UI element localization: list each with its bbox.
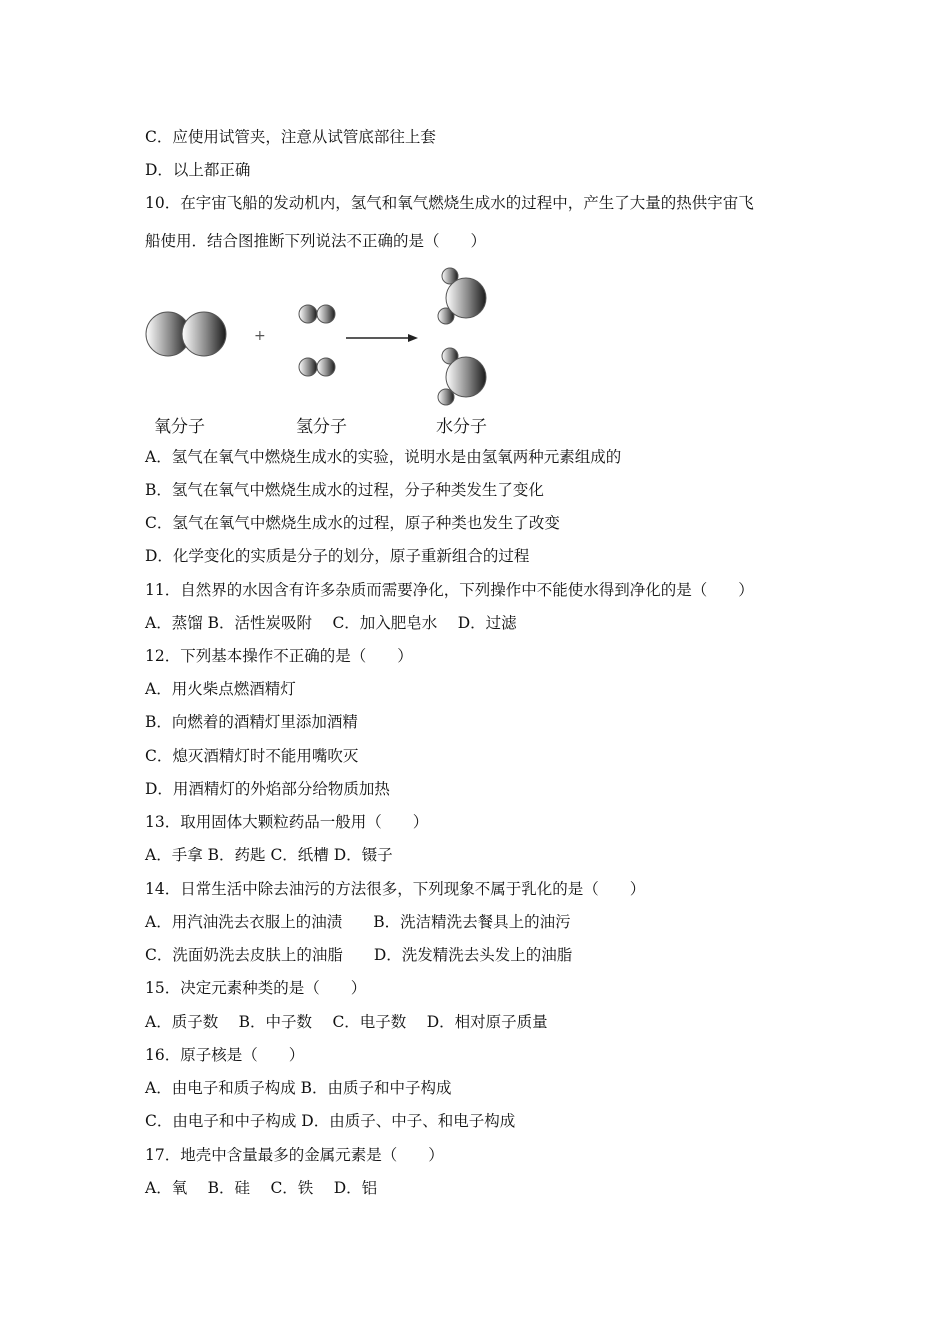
question-13: 13．取用固体大颗粒药品一般用（ ） [145,813,429,831]
oxygen-molecule-icon [146,312,226,356]
molecule-reaction-figure [140,260,500,440]
options-14-cd: C．洗面奶洗去皮肤上的油脂 D．洗发精洗去头发上的油脂 [145,946,573,964]
question-15: 15．决定元素种类的是（ ） [145,979,367,997]
options-17: A．氧 B．硅 C．铁 D．铝 [145,1179,378,1197]
option-9c: C．应使用试管夹，注意从试管底部往上套 [145,128,436,146]
question-10-line-1: 10．在宇宙飞船的发动机内，氢气和氧气燃烧生成水的过程中，产生了大量的热供宇宙飞 [145,194,754,212]
options-16-ab: A．由电子和质子构成 B．由质子和中子构成 [145,1079,452,1097]
options-15: A．质子数 B．中子数 C．电子数 D．相对原子质量 [145,1013,548,1031]
options-13: A．手拿 B．药匙 C．纸槽 D．镊子 [145,846,393,864]
option-12d: D．用酒精灯的外焰部分给物质加热 [145,780,390,798]
option-10d: D．化学变化的实质是分子的划分，原子重新组合的过程 [145,547,530,565]
question-12: 12．下列基本操作不正确的是（ ） [145,647,413,665]
hydrogen-molecule-icon [299,305,335,376]
options-11: A．蒸馏 B．活性炭吸附 C．加入肥皂水 D．过滤 [145,614,517,632]
question-16: 16．原子核是（ ） [145,1046,305,1064]
water-molecule-icon [438,268,486,405]
plus-sign: + [254,328,266,344]
hydrogen-molecule-label: 氢分子 [296,417,347,437]
option-12c: C．熄灭酒精灯时不能用嘴吹灭 [145,747,359,765]
reaction-arrow-icon [346,334,418,342]
water-molecule-label: 水分子 [436,417,487,437]
option-9d: D．以上都正确 [145,161,251,179]
option-10b: B．氢气在氧气中燃烧生成水的过程，分子种类发生了变化 [145,481,544,499]
option-10a: A．氢气在氧气中燃烧生成水的实验，说明水是由氢氧两种元素组成的 [145,448,622,466]
option-12a: A．用火柴点燃酒精灯 [145,680,296,698]
option-10c: C．氢气在氧气中燃烧生成水的过程，原子种类也发生了改变 [145,514,560,532]
question-10-line-2: 船使用．结合图推断下列说法不正确的是（ ） [145,232,487,250]
option-12b: B．向燃着的酒精灯里添加酒精 [145,713,358,731]
question-11: 11．自然界的水因含有许多杂质而需要净化，下列操作中不能使水得到净化的是（ ） [145,581,754,599]
options-16-cd: C．由电子和中子构成 D．由质子、中子、和电子构成 [145,1112,516,1130]
question-14: 14．日常生活中除去油污的方法很多，下列现象不属于乳化的是（ ） [145,880,646,898]
options-14-ab: A．用汽油洗去衣服上的油渍 B．洗洁精洗去餐具上的油污 [145,913,571,931]
question-17: 17．地壳中含量最多的金属元素是（ ） [145,1146,444,1164]
oxygen-molecule-label: 氧分子 [154,417,205,437]
